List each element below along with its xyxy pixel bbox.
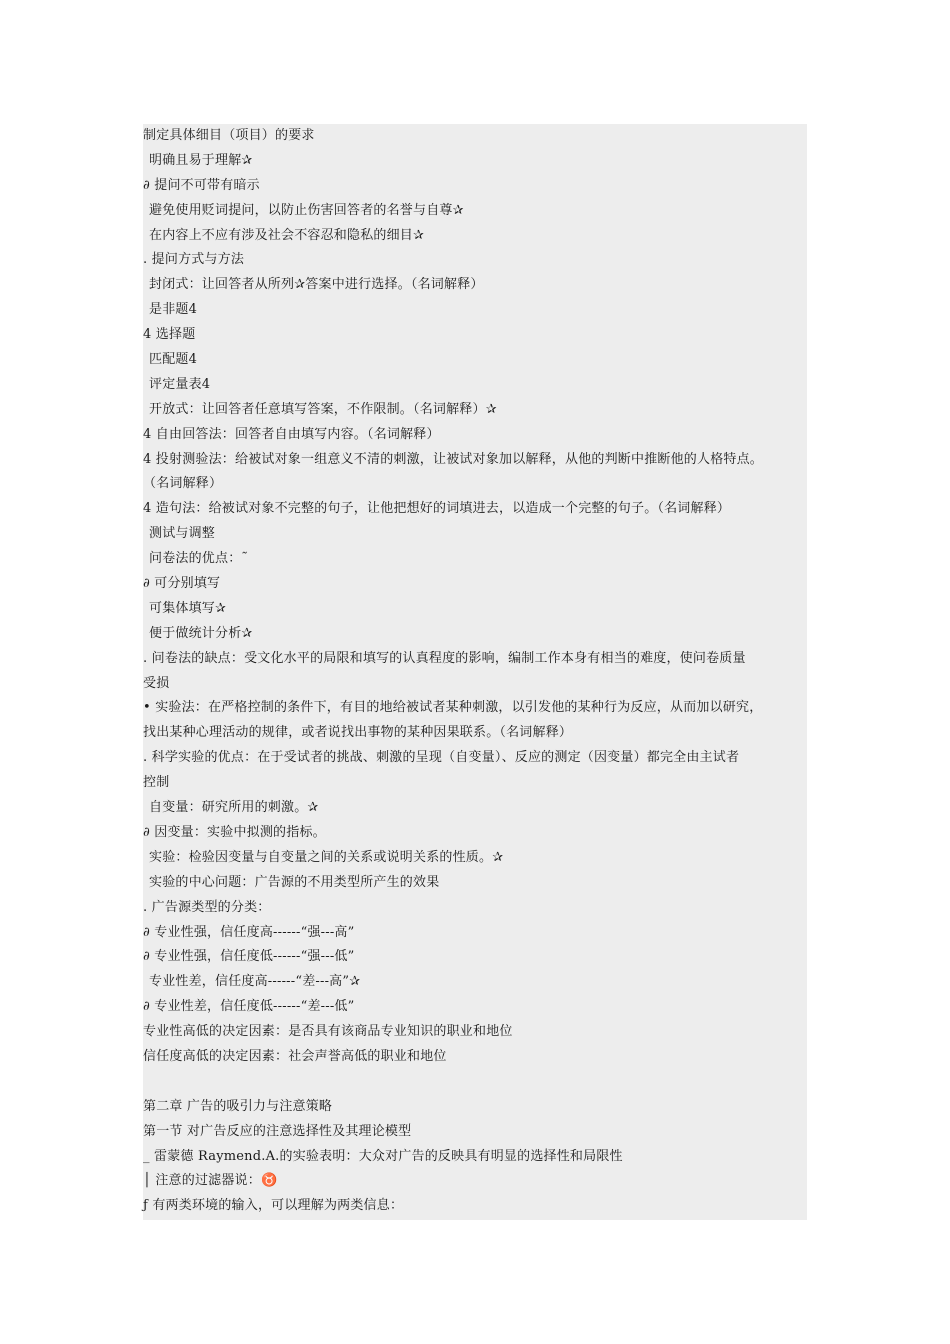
text-line: 在内容上不应有涉及社会不容忍和隐私的细目✰ <box>149 227 425 243</box>
text-line: 控制 <box>143 775 170 791</box>
text-line: 信任度高低的决定因素：社会声誉高低的职业和地位 <box>143 1048 447 1064</box>
text-line: 实验的中心问题：广告源的不用类型所产生的效果 <box>149 874 440 890</box>
text-line: ∂ 可分别填写 <box>143 576 221 592</box>
text-line: 找出某种心理活动的规律，或者说找出事物的某种因果联系。（名词解释） <box>143 725 573 741</box>
text-line: ∂ 专业性差，信任度低------“差---低” <box>143 999 355 1015</box>
text-line: 避免使用贬词提问，以防止伤害回答者的名誉与自尊✰ <box>149 202 464 218</box>
text-line: 4 自由回答法：回答者自由填写内容。（名词解释） <box>143 426 440 442</box>
blank-line <box>143 1070 815 1095</box>
text-line: 封闭式：让回答者从所列✰答案中进行选择。（名词解释） <box>149 277 484 293</box>
text-line: ƒ 有两类环境的输入，可以理解为两类信息： <box>143 1198 404 1214</box>
text-line: 开放式：让回答者任意填写答案，不作限制。（名词解释）✰ <box>149 401 497 417</box>
text-line: ∂ 提问不可带有暗示 <box>143 177 260 193</box>
text-line: │ 注意的过滤器说：♉ <box>143 1173 278 1189</box>
text-line: 专业性高低的决定因素：是否具有该商品专业知识的职业和地位 <box>143 1024 513 1040</box>
text-line: . 提问方式与方法 <box>143 252 245 268</box>
text-line: ∂ 专业性强，信任度低------“强---低” <box>143 949 355 965</box>
text-line: _ 雷蒙德 Raymend.A.的实验表明：大众对广告的反映具有明显的选择性和局限性 <box>143 1148 623 1164</box>
text-line: 4 造句法：给被试对象不完整的句子，让他把想好的词填进去，以造成一个完整的句子。（名词解释） <box>143 501 731 517</box>
text-line: . 问卷法的缺点：受文化水平的局限和填写的认真程度的影响，编制工作本身有相当的难度，使问卷质量 <box>143 650 746 666</box>
text-line: （名词解释） <box>143 476 223 492</box>
text-line: 实验：检验因变量与自变量之间的关系或说明关系的性质。✰ <box>149 849 504 865</box>
section-heading: 第一节 对广告反应的注意选择性及其理论模型 <box>143 1123 412 1139</box>
chapter-heading: 第二章 广告的吸引力与注意策略 <box>143 1098 333 1114</box>
text-line: 是非题4 <box>149 302 198 318</box>
text-line: 便于做统计分析✰ <box>149 625 253 641</box>
text-line: 自变量：研究所用的刺激。✰ <box>149 800 319 816</box>
text-line: 受损 <box>143 675 170 691</box>
text-line: . 科学实验的优点：在于受试者的挑战、刺激的呈现（自变量）、反应的测定（因变量）都完全由主试者 <box>143 750 740 766</box>
text-line: 可集体填写✰ <box>149 600 227 616</box>
document-body <box>143 124 815 1219</box>
text-line: . 广告源类型的分类： <box>143 899 271 915</box>
text-line: 4 选择题 <box>143 327 196 343</box>
text-line: 制定具体细目（项目）的要求 <box>143 128 315 143</box>
text-line: 问卷法的优点：˜ <box>149 551 249 567</box>
text-line: 明确且易于理解✰ <box>149 152 253 168</box>
text-line: ∂ 因变量：实验中拟测的指标。 <box>143 824 326 840</box>
text-line: 匹配题4 <box>149 352 198 368</box>
text-line: 评定量表4 <box>149 376 211 392</box>
text-line: 专业性差，信任度高------“差---高”✰ <box>149 974 361 990</box>
text-line: 4 投射测验法：给被试对象一组意义不清的刺激，让被试对象加以解释，从他的判断中推断他的人格特点。 <box>143 451 764 467</box>
text-line: ∂ 专业性强，信任度高------“强---高” <box>143 924 355 940</box>
text-line: 测试与调整 <box>149 526 216 542</box>
text-line: • 实验法：在严格控制的条件下，有目的地给被试者某种刺激，以引发他的某种行为反应，从而加以研究， <box>143 700 763 716</box>
